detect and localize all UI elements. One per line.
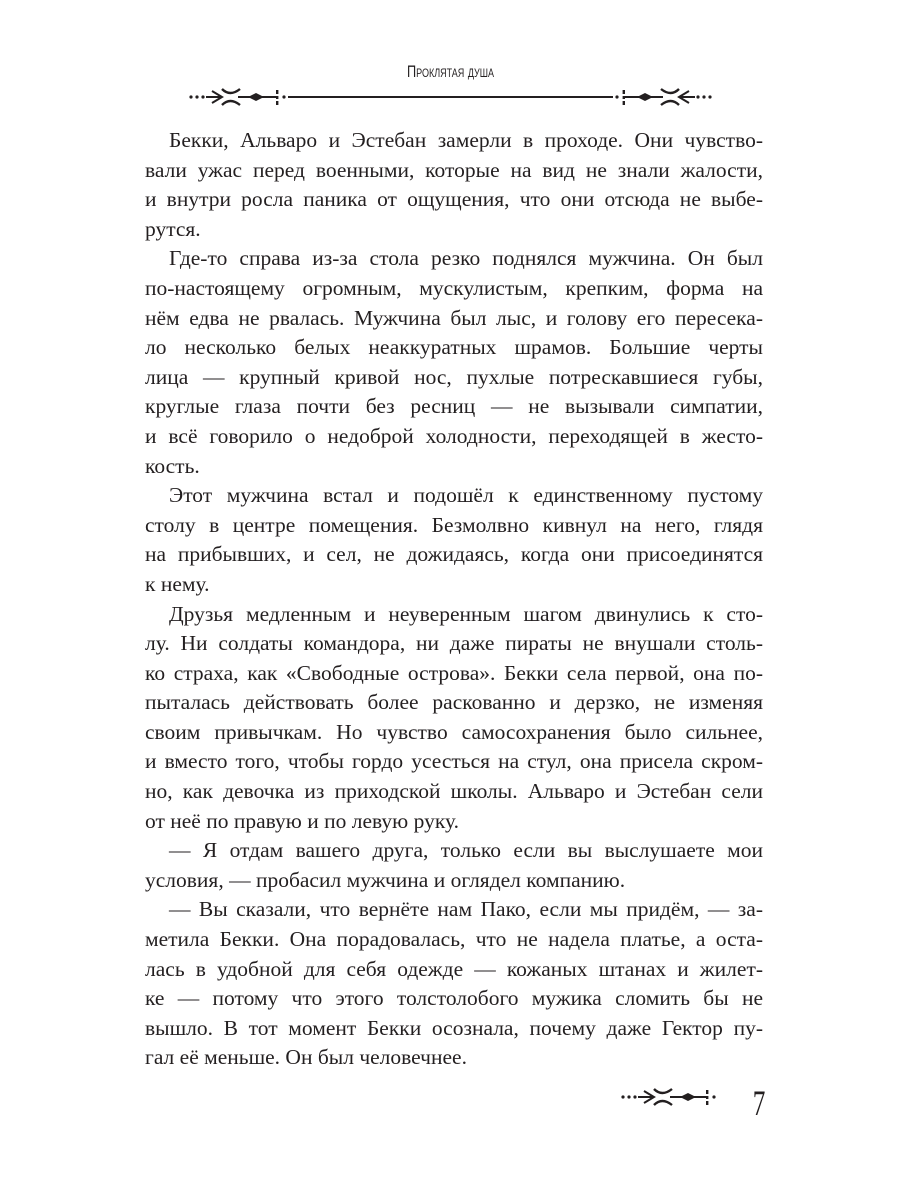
- text-line: по-настоящему огромным, мускулистым, крепким, форма на: [145, 275, 763, 300]
- text-line: на прибывших, и сел, не дожидаясь, когда они присоединятся: [145, 542, 763, 567]
- running-header: [188, 62, 713, 106]
- text-line: круглые глаза почти без ресниц — не вызывали симпатии,: [145, 394, 763, 419]
- text-line: метила Бекки. Она порадовалась, что не надела платье, а оста-: [145, 927, 763, 952]
- text-line: вышло. В тот момент Бекки осознала, почему даже Гектор пу-: [145, 1015, 763, 1040]
- ornament-right-icon: [613, 86, 713, 108]
- text-line: своим привычкам. Но чувство самосохранения было сильнее,: [145, 719, 763, 744]
- page-body-text: [145, 126, 763, 1073]
- text-line: Этот мужчина встал и подошёл к единственному пустому: [169, 483, 763, 508]
- text-line: лу. Ни солдаты командора, ни даже пираты не внушали столь-: [145, 631, 763, 656]
- text-line: и всё говорило о недоброй холодности, переходящей в жесто-: [145, 423, 763, 448]
- paragraph: [145, 126, 763, 244]
- running-title: Проклятая душа: [406, 62, 495, 81]
- paragraph: [145, 895, 763, 1073]
- text-line: ко страха, как «Свободные острова». Бекки села первой, она по-: [145, 660, 763, 685]
- paragraph: [145, 244, 763, 481]
- text-line: нём едва не рвалась. Мужчина был лыс, и голову его пересека-: [145, 305, 763, 330]
- page-number: 7: [752, 1083, 766, 1123]
- text-line: от неё по правую и по левую руку.: [145, 808, 459, 833]
- text-line: Друзья медленным и неуверенным шагом двинулись к сто-: [169, 601, 763, 626]
- text-line: ке — потому что этого толстолобого мужика сломить бы не: [145, 986, 763, 1011]
- ornament-left-icon: [188, 86, 288, 108]
- text-line: пыталась действовать более раскованно и дерзко, не изменяя: [145, 690, 763, 715]
- text-line: Где-то справа из-за стола резко поднялся мужчина. Он был: [169, 246, 763, 271]
- paragraph: [145, 600, 763, 837]
- text-line: к нему.: [145, 571, 210, 596]
- text-line: и вместо того, чтобы гордо усесться на стул, она присела скром-: [145, 749, 763, 774]
- paragraph: [145, 481, 763, 599]
- text-line: лась в удобной для себя одежде — кожаных штанах и жилет-: [145, 956, 763, 981]
- text-line: рутся.: [145, 216, 201, 241]
- text-line: кость.: [145, 453, 200, 478]
- text-line: Бекки, Альваро и Эстебан замерли в проходе. Они чувство-: [169, 128, 763, 152]
- text-line: вали ужас перед военными, которые на вид не знали жалости,: [145, 157, 763, 182]
- text-line: ло несколько белых неаккуратных шрамов. Большие черты: [145, 335, 763, 360]
- text-line: — Вы сказали, что вернёте нам Пако, если мы придём, — за-: [169, 897, 763, 922]
- text-line: — Я отдам вашего друга, только если вы выслушаете мои: [169, 838, 763, 863]
- text-line: гал её меньше. Он был человечнее.: [145, 1045, 467, 1070]
- text-line: и внутри росла паника от ощущения, что они отсюда не выбе-: [145, 187, 763, 212]
- paragraph: [145, 836, 763, 895]
- text-line: лица — крупный кривой нос, пухлые потрескавшиеся губы,: [145, 364, 763, 389]
- footer-ornament-icon: [620, 1086, 720, 1108]
- text-line: но, как девочка из приходской школы. Альваро и Эстебан сели: [145, 779, 763, 804]
- text-line: столу в центре помещения. Безмолвно кивнул на него, глядя: [145, 512, 763, 537]
- text-line: условия, — пробасил мужчина и оглядел компанию.: [145, 867, 626, 892]
- header-rule: [288, 96, 613, 98]
